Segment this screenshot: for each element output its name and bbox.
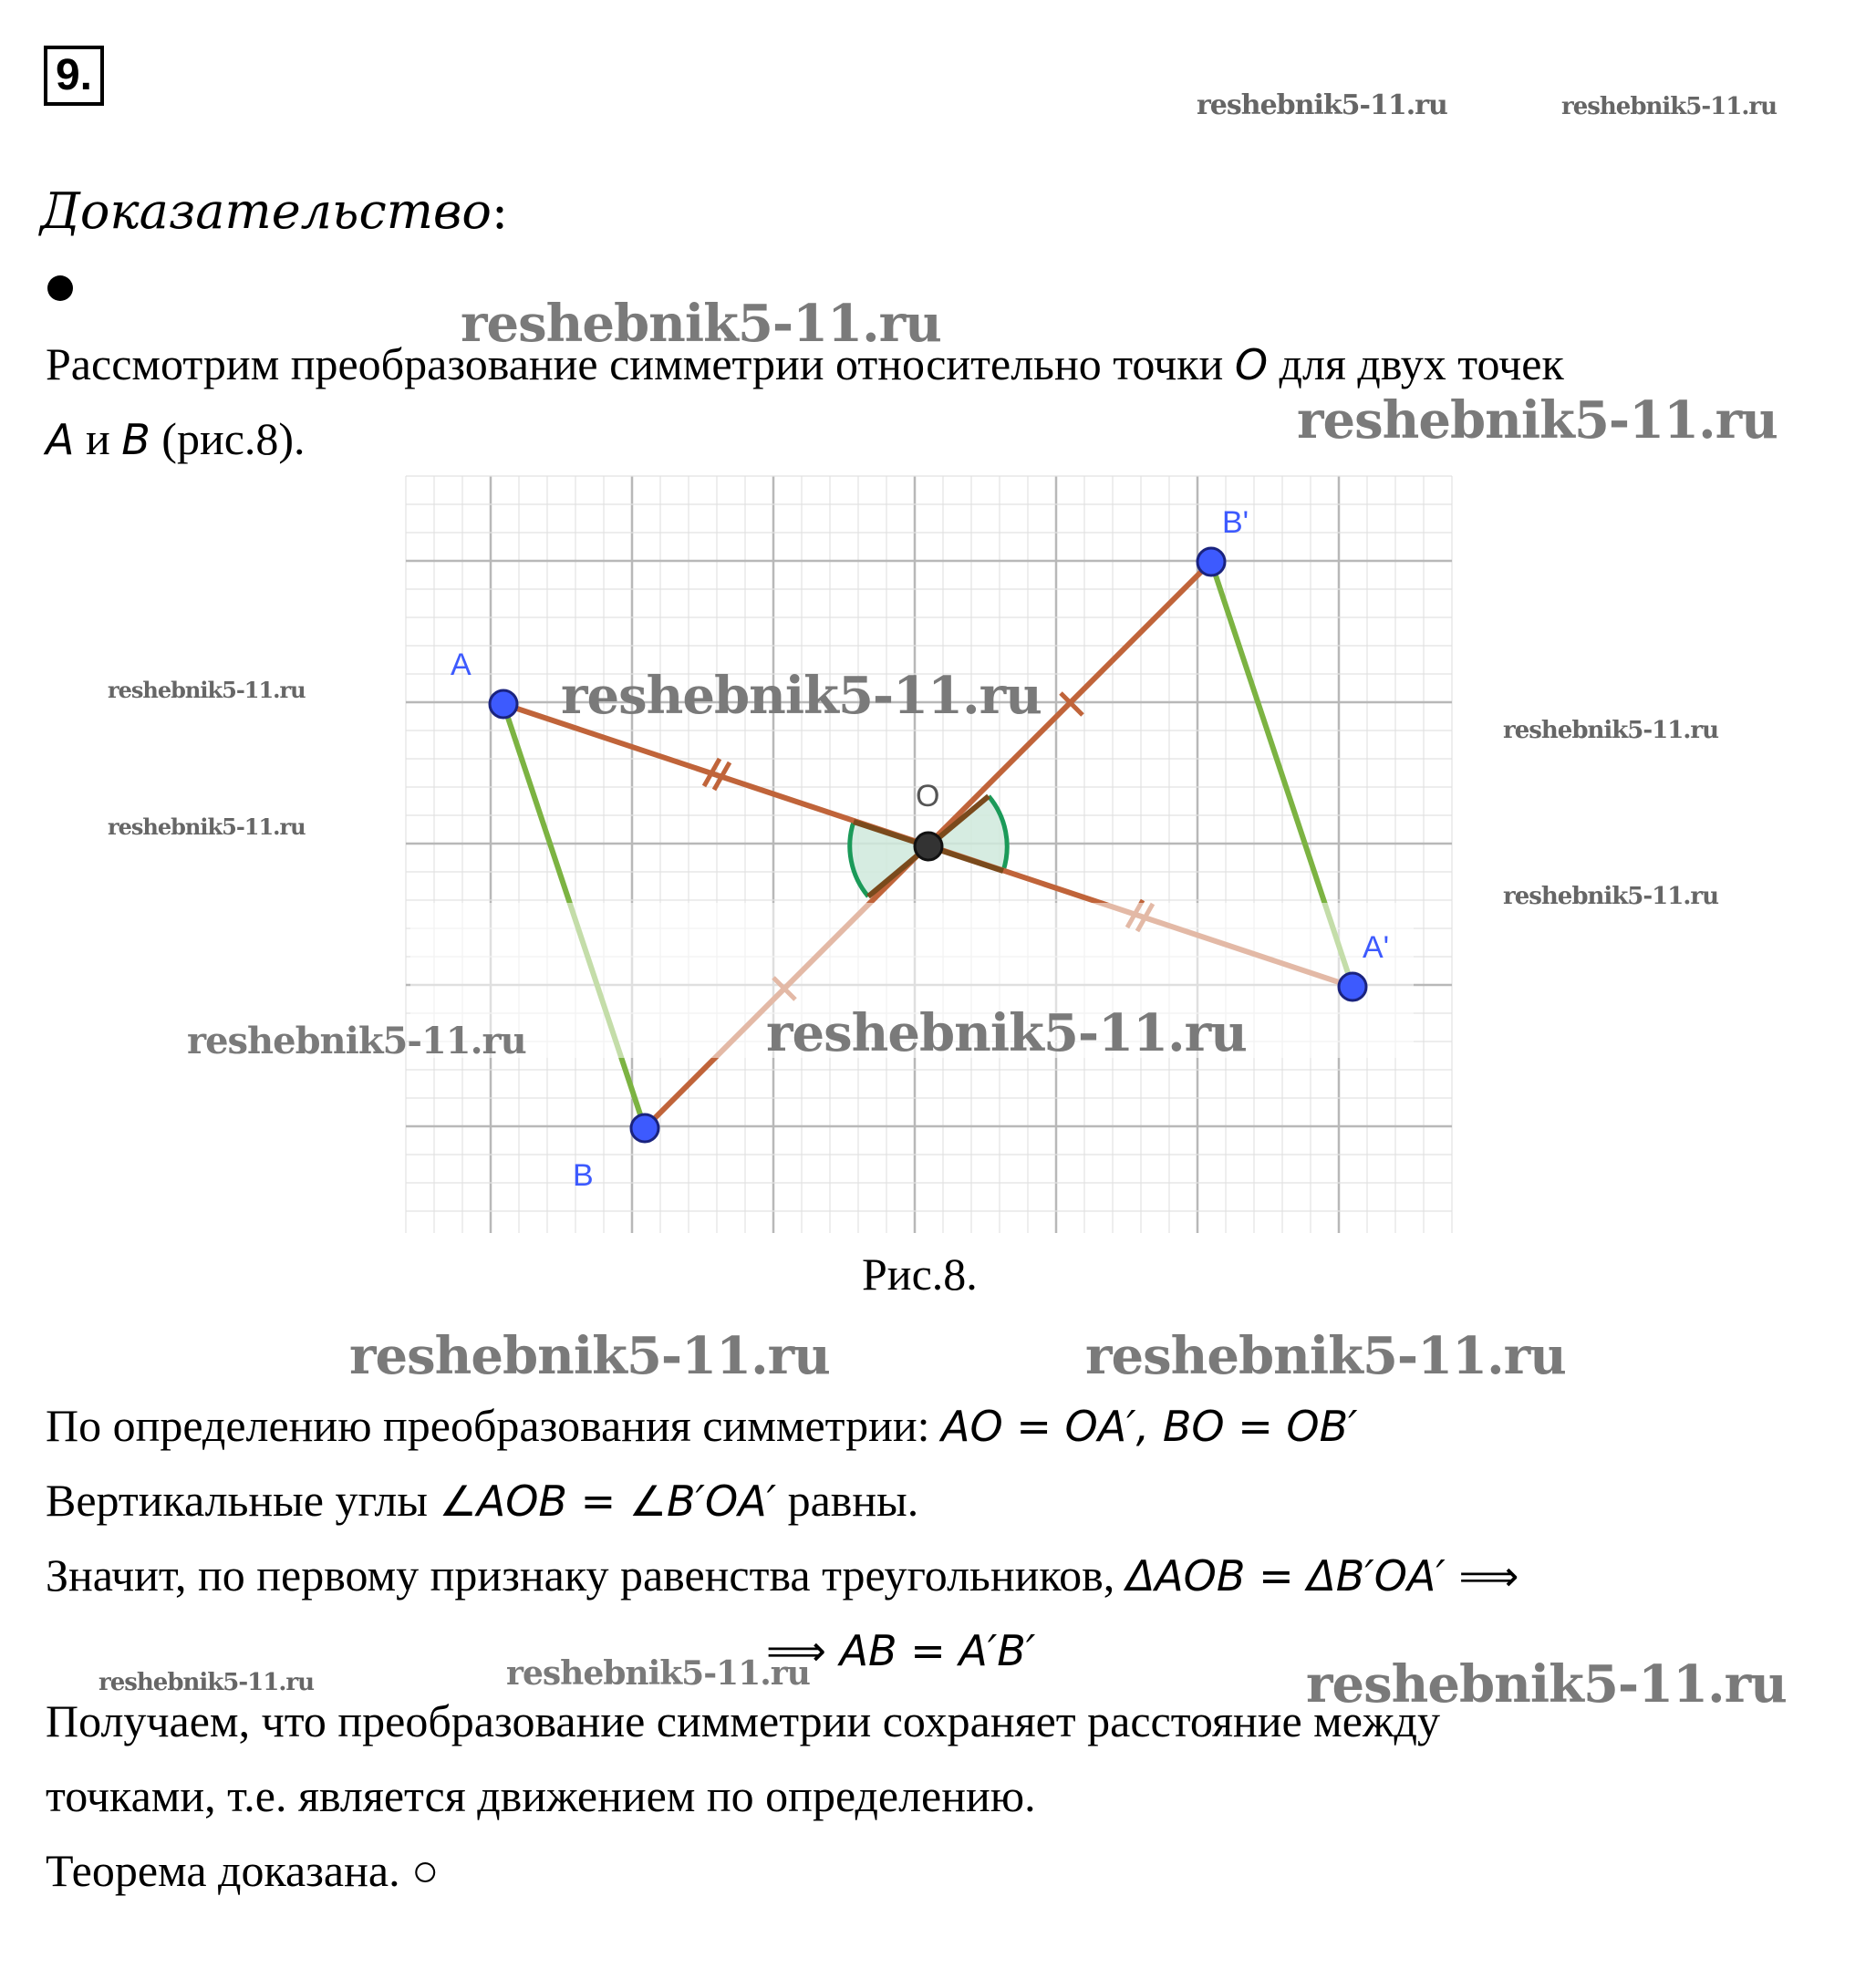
para1-l1-text: Рассмотрим преобразование симметрии относительно точки <box>46 338 1235 389</box>
para2-l4-math: ⟹ AB = A′B′ <box>766 1626 1036 1675</box>
para2-l1-math: AO = OA′, BO = OB′ <box>941 1402 1358 1451</box>
watermark: reshebnik5-11.ru <box>1297 390 1778 451</box>
point-A <box>490 690 517 718</box>
watermark: reshebnik5-11.ru <box>1561 93 1778 120</box>
para1-l2-var-a: A <box>46 415 75 464</box>
watermark: reshebnik5-11.ru <box>1503 717 1719 744</box>
para2-l2-text: Вертикальные углы <box>46 1475 440 1526</box>
watermark: reshebnik5-11.ru <box>349 1326 830 1386</box>
point-B-prime <box>1197 548 1225 575</box>
watermark: reshebnik5-11.ru <box>187 1020 526 1062</box>
point-O <box>915 833 942 860</box>
para1-l2-var-b: B <box>121 415 150 464</box>
figure-caption: Рис.8. <box>862 1249 978 1300</box>
watermark: reshebnik5-11.ru <box>1085 1326 1566 1386</box>
para2-l2-math: ∠AOB = ∠B′OA′ <box>439 1476 777 1526</box>
para3-line1: Получаем, что преобразование симметрии сохраняет расстояние между <box>46 1695 1440 1746</box>
proof-heading-colon: : <box>491 182 509 240</box>
label-B: B <box>573 1158 594 1193</box>
watermark: reshebnik5-11.ru <box>561 666 1042 726</box>
label-O: O <box>916 779 940 813</box>
watermark: reshebnik5-11.ru <box>108 813 306 840</box>
label-B-prime: B' <box>1222 505 1249 540</box>
para3-line2: точками, т.е. является движением по определению. <box>46 1770 1036 1821</box>
watermark: reshebnik5-11.ru <box>108 677 306 703</box>
para2-l3-math: ΔAOB = ΔB′OA′ ⟹ <box>1125 1551 1519 1601</box>
para1-l2-tail: (рис.8). <box>150 413 306 464</box>
watermark: reshebnik5-11.ru <box>98 1669 315 1696</box>
label-A: A <box>451 648 472 682</box>
para2-l1-text: По определению преобразования симметрии: <box>46 1400 942 1451</box>
watermark: reshebnik5-11.ru <box>1197 89 1447 121</box>
para2-line2 <box>46 1474 918 1527</box>
para2-line1 <box>46 1399 1358 1452</box>
para1-l2-and: и <box>74 413 122 464</box>
watermark: reshebnik5-11.ru <box>1306 1654 1787 1715</box>
watermark: reshebnik5-11.ru <box>1503 883 1719 910</box>
watermark: reshebnik5-11.ru <box>766 1003 1247 1063</box>
para2-l3-text: Значит, по первому признаку равенства треугольников, <box>46 1549 1126 1601</box>
para2-line3 <box>46 1549 1518 1601</box>
para2-l2-tail: равны. <box>776 1475 919 1526</box>
proof-heading-text: Доказательство <box>40 182 492 240</box>
watermark: reshebnik5-11.ru <box>506 1654 810 1693</box>
point-A-prime <box>1339 973 1366 1000</box>
label-A-prime: A' <box>1363 930 1390 965</box>
point-B <box>631 1114 658 1142</box>
para1-l1-var: O <box>1234 340 1269 389</box>
problem-number: 9. <box>44 46 104 106</box>
para3-line3: Теорема доказана. ○ <box>46 1845 440 1896</box>
para1-l1-tail: для двух точек <box>1268 338 1564 389</box>
watermark: reshebnik5-11.ru <box>461 294 941 354</box>
